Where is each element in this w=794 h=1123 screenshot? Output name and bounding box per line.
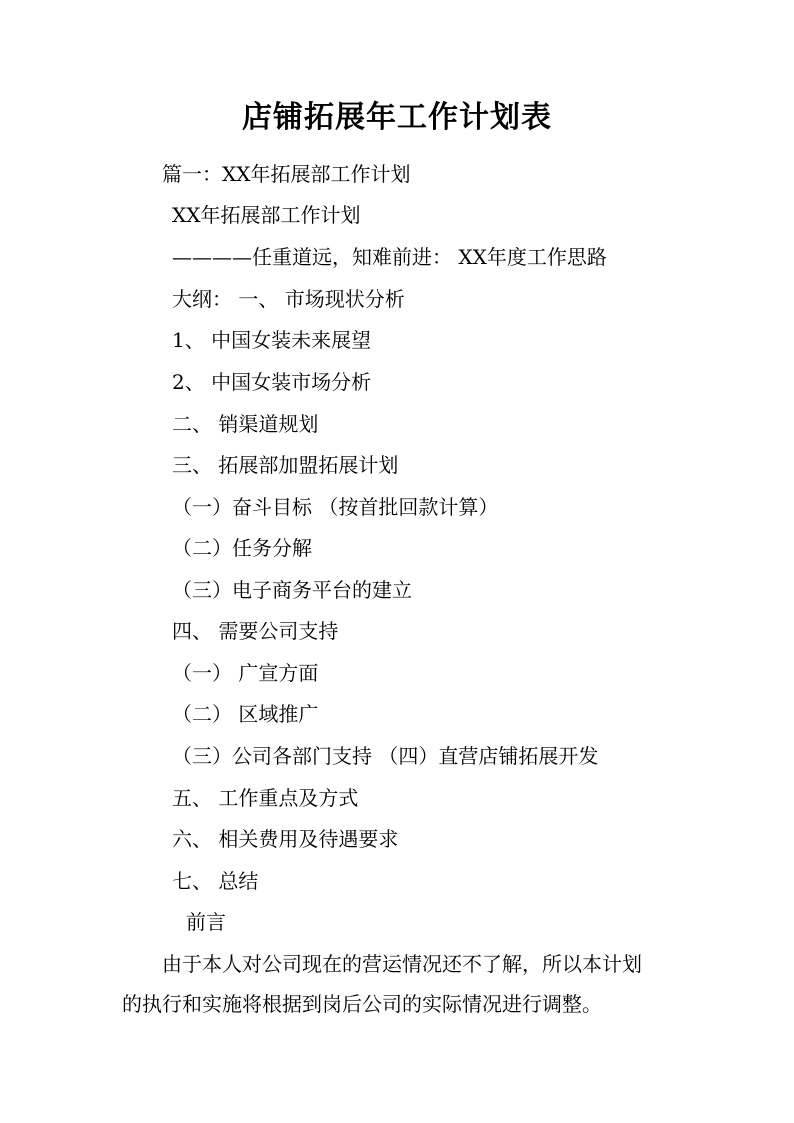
- body-paragraph-line: 由于本人对公司现在的营运情况还不了解，所以本计划: [162, 952, 642, 976]
- outline-item: （三）公司各部门支持 （四）直营店铺拓展开发: [172, 744, 599, 768]
- outline-item: 五、 工作重点及方式: [172, 786, 359, 810]
- outline-item: （三）电子商务平台的建立: [172, 578, 412, 602]
- outline-item: 三、 拓展部加盟拓展计划: [172, 453, 399, 477]
- outline-item: 七、 总结: [172, 869, 259, 893]
- section-heading: 篇一：XX年拓展部工作计划: [162, 162, 411, 186]
- outline-item: 四、 需要公司支持: [172, 619, 339, 643]
- outline-item: （二） 区域推广: [172, 702, 319, 726]
- outline-item: 1、 中国女装未来展望: [172, 328, 372, 352]
- outline-item: 2、 中国女装市场分析: [172, 370, 372, 394]
- outline-item: （一） 广宣方面: [172, 661, 319, 685]
- outline-item: （一）奋斗目标 （按首批回款计算）: [172, 495, 499, 519]
- body-paragraph-line: 的执行和实施将根据到岗后公司的实际情况进行调整。: [122, 992, 602, 1016]
- tagline: ————任重道远，知难前进： XX年度工作思路: [172, 245, 607, 269]
- document-title: 店铺拓展年工作计划表: [242, 100, 552, 135]
- subheading: XX年拓展部工作计划: [172, 203, 361, 227]
- outline-item: 二、 销渠道规划: [172, 412, 319, 436]
- outline-item: 大纲： 一、 市场现状分析: [172, 287, 405, 311]
- outline-item: （二）任务分解: [172, 536, 312, 560]
- preface-heading: 前言: [186, 910, 226, 934]
- outline-item: 六、 相关费用及待遇要求: [172, 827, 399, 851]
